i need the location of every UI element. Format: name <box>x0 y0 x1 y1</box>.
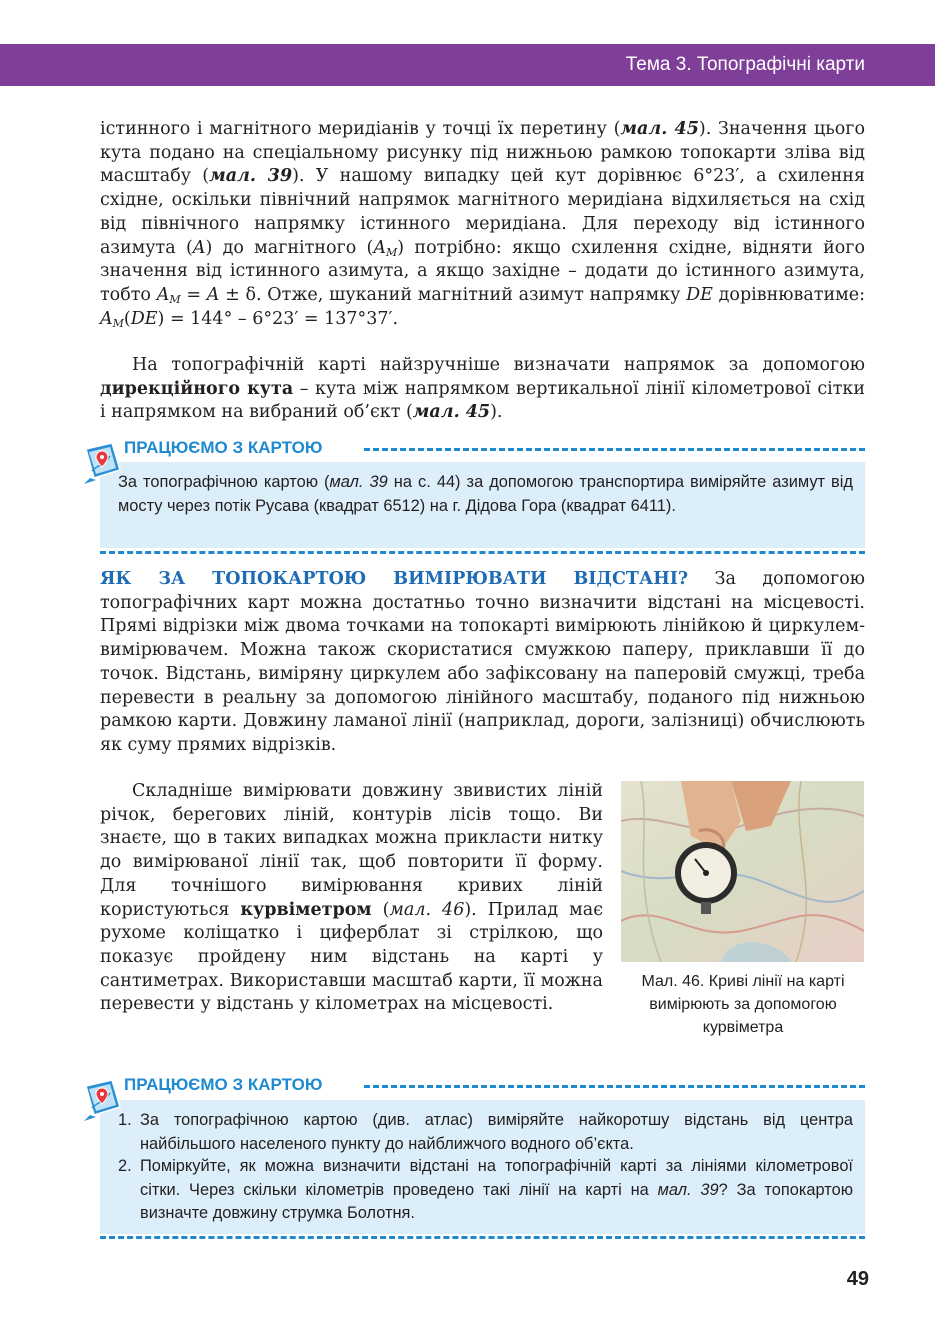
map-pin-icon <box>80 1077 122 1123</box>
key-term: курвіметром <box>240 899 372 920</box>
curvimeter-photo <box>621 781 864 962</box>
dashed-rule <box>100 1236 865 1239</box>
map-pin-icon <box>80 440 122 486</box>
dashed-rule <box>364 1085 865 1088</box>
figure-ref[interactable]: мал. 39 <box>329 473 388 491</box>
exercise-item-2: 2. Поміркуйте, як можна визначити відстані на топографічній карті за лініями кілометрової сітки. Через скільки кілометрів проведено такі лінії на карті на мал. 39? За топокартою визначте довжину струмка Болотня. <box>118 1157 853 1222</box>
exercise-box-1-text: За топографічною картою (мал. 39 на с. 44) за допомогою транспортира виміряйте азимут від мосту через потік Русава (квадрат 6512) на г. Дідова Гора (квадрат 6411). <box>118 473 853 515</box>
exercise-box-title: ПРАЦЮЄМО З КАРТОЮ <box>124 1074 330 1096</box>
page-number: 49 <box>846 1268 869 1290</box>
section-heading: ЯК ЗА ТОПОКАРТОЮ ВИМІРЮВАТИ ВІДСТАНІ? <box>100 569 689 589</box>
dashed-rule <box>364 448 865 451</box>
paragraph-distance-measuring: ЯК ЗА ТОПОКАРТОЮ ВИМІРЮВАТИ ВІДСТАНІ? За допомогою топографічних карт можна достатньо точно визначити відстані на місцевості. Прямі відрізки між двома точками на топокарті вимірюють лінійкою й циркулем-вимірювачем. Можна також скористатися смужкою паперу, приклавши її до точок. Відстань, виміряну циркулем або зафіксовану на паперовій смужці, треба перевести в реальну за допомогою лінійного масштабу, поданого під нижньою рамкою карти. Довжину ламаної лінії (наприклад, дороги, залізниці) обчислюють як суму прямих відрізків. <box>100 569 865 755</box>
chapter-title: Тема 3. Топографічні карти <box>625 54 865 75</box>
dashed-rule <box>100 551 865 554</box>
figure-ref[interactable]: мал. 46 <box>389 899 465 920</box>
figure-ref[interactable]: мал. 45 <box>412 402 491 423</box>
figure-ref[interactable]: мал. 39 <box>209 166 293 187</box>
figure-ref[interactable]: мал. 45 <box>620 119 699 139</box>
chapter-header-bar <box>0 44 935 86</box>
paragraph-azimuth: істинного і магнітного меридіанів у точці їх перетину (мал. 45). Значення цього кута подано на спеціальному рисунку під нижньою рамкою топокарти зліва від масштабу (мал. 39). У нашому випадку цей кут дорівнює 6°23′, а схилення східне, оскільки північний напрямок магнітного меридіана відхиляється на схід від північного напрямку істинного меридіана. Для переходу від істинного азимута (A) до магнітного $(A_M)$ потрібно: якщо схилення східне, відняти його значення від істинного азимута, а якщо західне – додати до істинного азимута, тобто $A_M = A \pm \delta$. Отже, шуканий магнітний азимут напрямку DE дорівнюватиме: $A_M(DE) = 144^\circ - 6^\circ 23' = 137^\circ 37'$. <box>100 119 866 330</box>
figure-ref[interactable]: мал. 39 <box>657 1180 719 1199</box>
paragraph-curvimeter: Складніше вимірювати довжину звивистих ліній річок, берегових ліній, контурів лісів тощо. Ви знаєте, що в таких випадках можна прикласти нитку до вимірюваної лінії так, щоб повторити її форму. Для точнішого вимірювання кривих ліній користуються курвіметром (мал. 46). Прилад має рухоме коліщатко і циферблат зі стрілкою, що показує пройдену ним відстань на карті у сантиметрах. Використавши масштаб карти, її можна перевести у відстань у кілометрах на місцевості. <box>100 781 604 1015</box>
key-term: дирекційного кута <box>100 378 294 399</box>
exercise-item-1: 1. За топографічною картою (див. атлас) виміряйте найкоротшу відстань від центра найбільшого населеного пункту до найближчого водного об’єкта. <box>118 1111 853 1153</box>
figure-caption: Мал. 46. Криві лінії на карті вимірюють за допомогою курвіметра <box>641 973 845 1036</box>
paragraph-grid-bearing: На топографічній карті найзручніше визначати напрямок за допомогою дирекційного кута – кута між напрямком вертикальної лінії кілометрової сітки і напрямком на вибраний об’єкт (мал. 45). <box>100 355 865 423</box>
exercise-box-title: ПРАЦЮЄМО З КАРТОЮ <box>124 437 330 459</box>
